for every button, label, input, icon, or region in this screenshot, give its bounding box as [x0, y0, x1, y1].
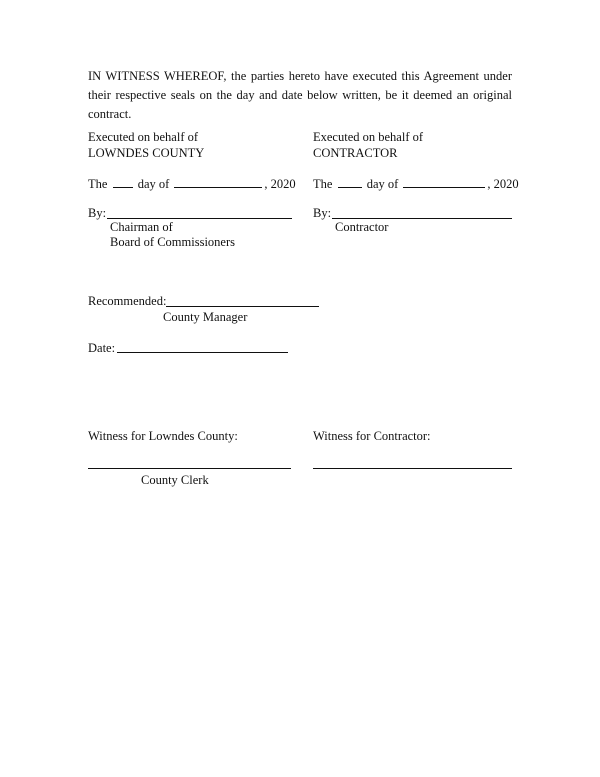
left-date-mid: day of [137, 177, 170, 191]
left-day-blank[interactable] [113, 175, 133, 188]
right-date-mid: day of [366, 177, 399, 191]
right-date-line [313, 175, 519, 192]
witness-right-label: Witness for Contractor: [313, 429, 431, 443]
left-signer-title-2: Board of Commissioners [110, 235, 235, 249]
right-signer-title-1: Contractor [335, 220, 389, 234]
date-line[interactable] [117, 352, 288, 353]
left-date-prefix: The [88, 177, 108, 191]
witness-left-signature-line[interactable] [88, 468, 291, 469]
right-month-blank[interactable] [403, 175, 485, 188]
left-signature-line[interactable] [107, 218, 292, 219]
date-label: Date: [88, 341, 116, 355]
right-signature-line[interactable] [332, 218, 512, 219]
right-date-suffix: , 2020 [487, 177, 519, 191]
left-by-label: By: [88, 206, 107, 220]
left-executed-label: Executed on behalf of [88, 130, 199, 144]
intro-paragraph: IN WITNESS WHEREOF, the parties hereto have executed this Agreement under their respective seals on the day and date below written, be it deemed an original contract. [88, 69, 512, 121]
left-party-name: LOWNDES COUNTY [88, 146, 205, 160]
recommended-title: County Manager [163, 310, 248, 324]
right-party-name: CONTRACTOR [313, 146, 398, 160]
left-month-blank[interactable] [174, 175, 262, 188]
witness-left-title: County Clerk [141, 473, 209, 487]
recommended-signature-line[interactable] [166, 306, 319, 307]
right-day-blank[interactable] [338, 175, 362, 188]
right-date-prefix: The [313, 177, 333, 191]
witness-left-label: Witness for Lowndes County: [88, 429, 238, 443]
left-date-line [88, 175, 296, 192]
right-executed-label: Executed on behalf of [313, 130, 424, 144]
left-date-suffix: , 2020 [264, 177, 296, 191]
right-by-label: By: [313, 206, 332, 220]
recommended-label: Recommended: [88, 294, 167, 308]
witness-right-signature-line[interactable] [313, 468, 512, 469]
left-signer-title-1: Chairman of [110, 220, 173, 234]
